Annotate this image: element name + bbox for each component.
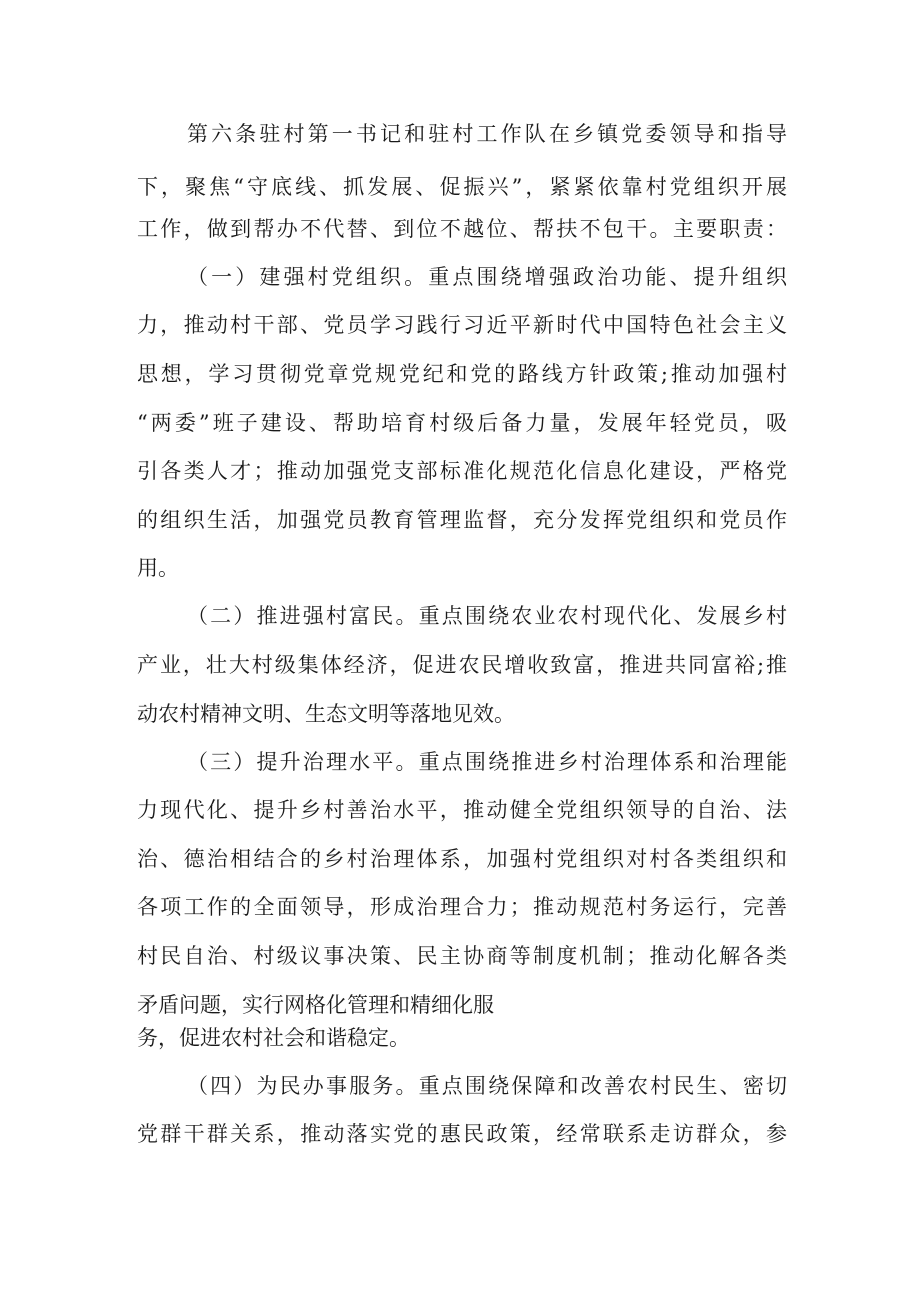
text-line: 动农村精神文明、生态文明等落地见效。 xyxy=(137,702,515,726)
text-line: “两委”班子建设、帮助培育村级后备力量，发展年轻党员，吸 xyxy=(137,411,787,435)
text-line: 力现代化、提升乡村善治水平，推动健全党组织领导的自治、法 xyxy=(137,798,787,822)
text-line: 用。 xyxy=(137,556,179,580)
text-line: 治、德治相结合的乡村治理体系，加强村党组织对村各类组织和 xyxy=(137,847,787,871)
text-line: （三）提升治理水平。重点围绕推进乡村治理体系和治理能 xyxy=(187,750,787,774)
text-line: 第六条驻村第一书记和驻村工作队在乡镇党委领导和指导 xyxy=(187,122,787,146)
text-line: 工作，做到帮办不代替、到位不越位、帮扶不包干。主要职责： xyxy=(137,217,787,241)
text-line: 下，聚焦“守底线、抓发展、促振兴”，紧紧依靠村党组织开展 xyxy=(137,175,787,199)
text-line: 各项工作的全面领导，形成治理合力；推动规范村务运行，完善 xyxy=(137,895,787,919)
text-line: （四）为民办事服务。重点围绕保障和改善农村民生、密切 xyxy=(187,1074,787,1098)
text-line: 思想，学习贯彻党章党规党纪和党的路线方针政策;推动加强村 xyxy=(137,362,787,386)
text-line: 引各类人才；推动加强党支部标准化规范化信息化建设，严格党 xyxy=(137,459,787,483)
text-line: 产业，壮大村级集体经济，促进农民增收致富，推进共同富裕;推 xyxy=(137,653,787,677)
text-line: 的组织生活，加强党员教育管理监督，充分发挥党组织和党员作 xyxy=(137,508,787,532)
text-line: 村民自治、村级议事决策、民主协商等制度机制；推动化解各类 xyxy=(137,944,787,968)
text-line: 党群干群关系，推动落实党的惠民政策，经常联系走访群众，参 xyxy=(137,1122,787,1146)
text-line: 矛盾问题，实行网格化管理和精细化服 xyxy=(137,993,494,1017)
text-line: 力，推动村干部、党员学习践行习近平新时代中国特色社会主义 xyxy=(137,313,787,337)
text-line: 务，促进农村社会和谐稳定。 xyxy=(137,1026,410,1050)
text-line: （一）建强村党组织。重点围绕增强政治功能、提升组织 xyxy=(187,265,787,289)
text-line: （二）推进强村富民。重点围绕农业农村现代化、发展乡村 xyxy=(187,604,787,628)
